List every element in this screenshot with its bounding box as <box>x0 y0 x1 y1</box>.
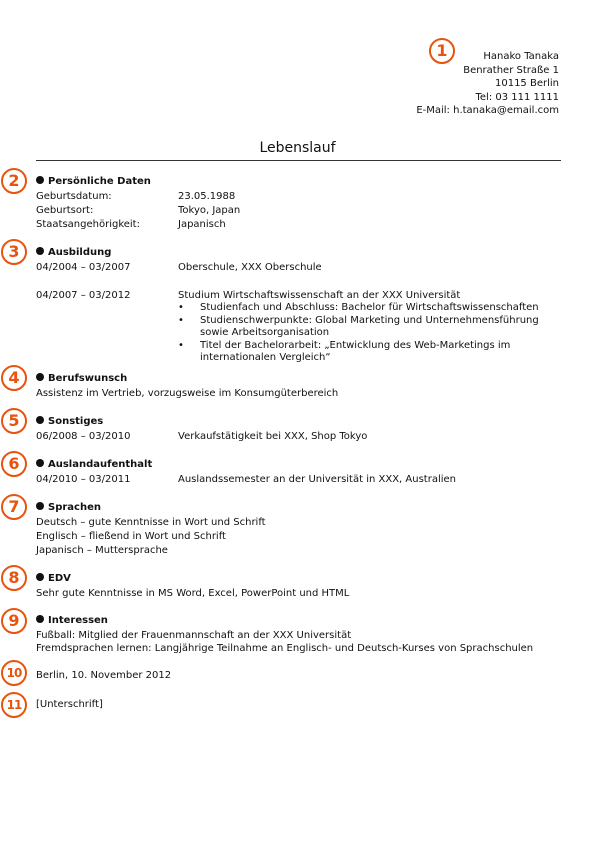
badge-8: 8 <box>1 565 27 591</box>
page-title-text: Lebenslauf <box>259 140 336 156</box>
sender-email: E-Mail: h.tanaka@email.com <box>416 105 559 116</box>
section-edp-heading <box>36 572 71 585</box>
list-item-text: sowie Arbeitsorganisation <box>200 327 330 338</box>
interest-line: Fremdsprachen lernen: Langjährige Teilnahme an Englisch- und Deutsch-Kurses von Sprachschulen <box>36 643 534 654</box>
list-item-text: Titel der Bachelorarbeit: „Entwicklung des Web-Marketings im <box>200 339 511 351</box>
section-education-title: Ausbildung <box>48 247 112 258</box>
section-interests-heading <box>36 614 108 627</box>
education-period: 04/2004 – 03/2007 <box>36 262 131 273</box>
section-misc-heading <box>36 415 103 428</box>
interest-line: Fußball: Mitglied der Frauenmannschaft an der XXX Universität <box>36 630 352 641</box>
personal-row <box>36 204 240 217</box>
personal-label: Geburtsort: <box>36 205 94 216</box>
section-career-title: Berufswunsch <box>48 373 128 384</box>
personal-value: Tokyo, Japan <box>178 205 241 216</box>
misc-entry <box>36 430 367 443</box>
section-personal-heading <box>36 175 151 188</box>
section-misc-title: Sonstiges <box>48 416 104 427</box>
section-education-heading <box>36 246 111 259</box>
badge-9: 9 <box>1 608 27 634</box>
misc-period: 06/2008 – 03/2010 <box>36 431 131 442</box>
personal-label: Staatsangehörigkeit: <box>36 219 140 230</box>
section-bullet-icon <box>36 502 44 510</box>
edp-text: Sehr gute Kenntnisse in MS Word, Excel, PowerPoint und HTML <box>36 588 350 599</box>
sender-city: 10115 Berlin <box>494 78 559 89</box>
education-period: 04/2007 – 03/2012 <box>36 290 131 301</box>
section-edp-title: EDV <box>48 573 71 584</box>
section-bullet-icon <box>36 176 44 184</box>
list-item-text: internationalen Vergleich“ <box>200 352 331 363</box>
list-item-text: Studienschwerpunkte: Global Marketing und Unternehmensführung <box>200 314 539 326</box>
place-date: Berlin, 10. November 2012 <box>36 670 172 681</box>
personal-value: 23.05.1988 <box>178 191 236 202</box>
section-bullet-icon <box>36 615 44 623</box>
list-item <box>178 315 539 340</box>
personal-label: Geburtsdatum: <box>36 191 112 202</box>
list-item: • Studienfach und Abschluss: Bachelor für Wirtschaftswissenschaften <box>178 302 539 315</box>
personal-row <box>36 190 235 203</box>
badge-4: 4 <box>1 365 27 391</box>
section-career-heading <box>36 372 127 385</box>
education-entry <box>36 261 322 274</box>
badge-6: 6 <box>1 451 27 477</box>
badge-2: 2 <box>1 168 27 194</box>
language-line: Deutsch – gute Kenntnisse in Wort und Schrift <box>36 517 266 528</box>
section-personal-title: Persönliche Daten <box>48 176 151 187</box>
section-bullet-icon <box>36 247 44 255</box>
badge-10: 10 <box>1 660 27 686</box>
badge-5: 5 <box>1 408 27 434</box>
education-detail: Studium Wirtschaftswissenschaft an der XXX Universität <box>178 290 461 301</box>
badge-1: 1 <box>429 38 455 64</box>
page-title <box>0 139 595 157</box>
title-divider <box>36 160 561 161</box>
section-interests-title: Interessen <box>48 615 108 626</box>
section-abroad-heading <box>36 458 152 471</box>
section-languages-heading <box>36 501 101 514</box>
sender-street: Benrather Straße 1 <box>463 64 559 76</box>
abroad-entry <box>36 473 456 486</box>
section-bullet-icon <box>36 416 44 424</box>
education-entry <box>36 289 460 302</box>
personal-value: Japanisch <box>178 219 226 230</box>
badge-7: 7 <box>1 494 27 520</box>
sender-name: Hanako Tanaka <box>483 51 559 62</box>
section-languages-title: Sprachen <box>48 502 101 513</box>
section-bullet-icon <box>36 459 44 467</box>
education-detail: Oberschule, XXX Oberschule <box>178 262 322 273</box>
education-bullet-list <box>178 302 539 365</box>
language-line: Englisch – fließend in Wort und Schrift <box>36 531 226 542</box>
sender-phone: Tel: 03 111 1111 <box>475 91 559 103</box>
abroad-detail: Auslandssemester an der Universität in XXX, Australien <box>178 474 457 485</box>
section-bullet-icon <box>36 373 44 381</box>
personal-row <box>36 218 226 231</box>
signature-placeholder: [Unterschrift] <box>36 699 103 710</box>
abroad-period: 04/2010 – 03/2011 <box>36 474 131 485</box>
career-text: Assistenz im Vertrieb, vorzugsweise im Konsumgüterbereich <box>36 388 339 399</box>
section-abroad-title: Auslandaufenthalt <box>48 459 153 470</box>
language-line: Japanisch – Muttersprache <box>36 545 168 556</box>
badge-11: 11 <box>1 692 27 718</box>
misc-detail: Verkaufstätigkeit bei XXX, Shop Tokyo <box>178 431 368 442</box>
section-bullet-icon <box>36 573 44 581</box>
list-item <box>178 340 539 365</box>
badge-3: 3 <box>1 239 27 265</box>
